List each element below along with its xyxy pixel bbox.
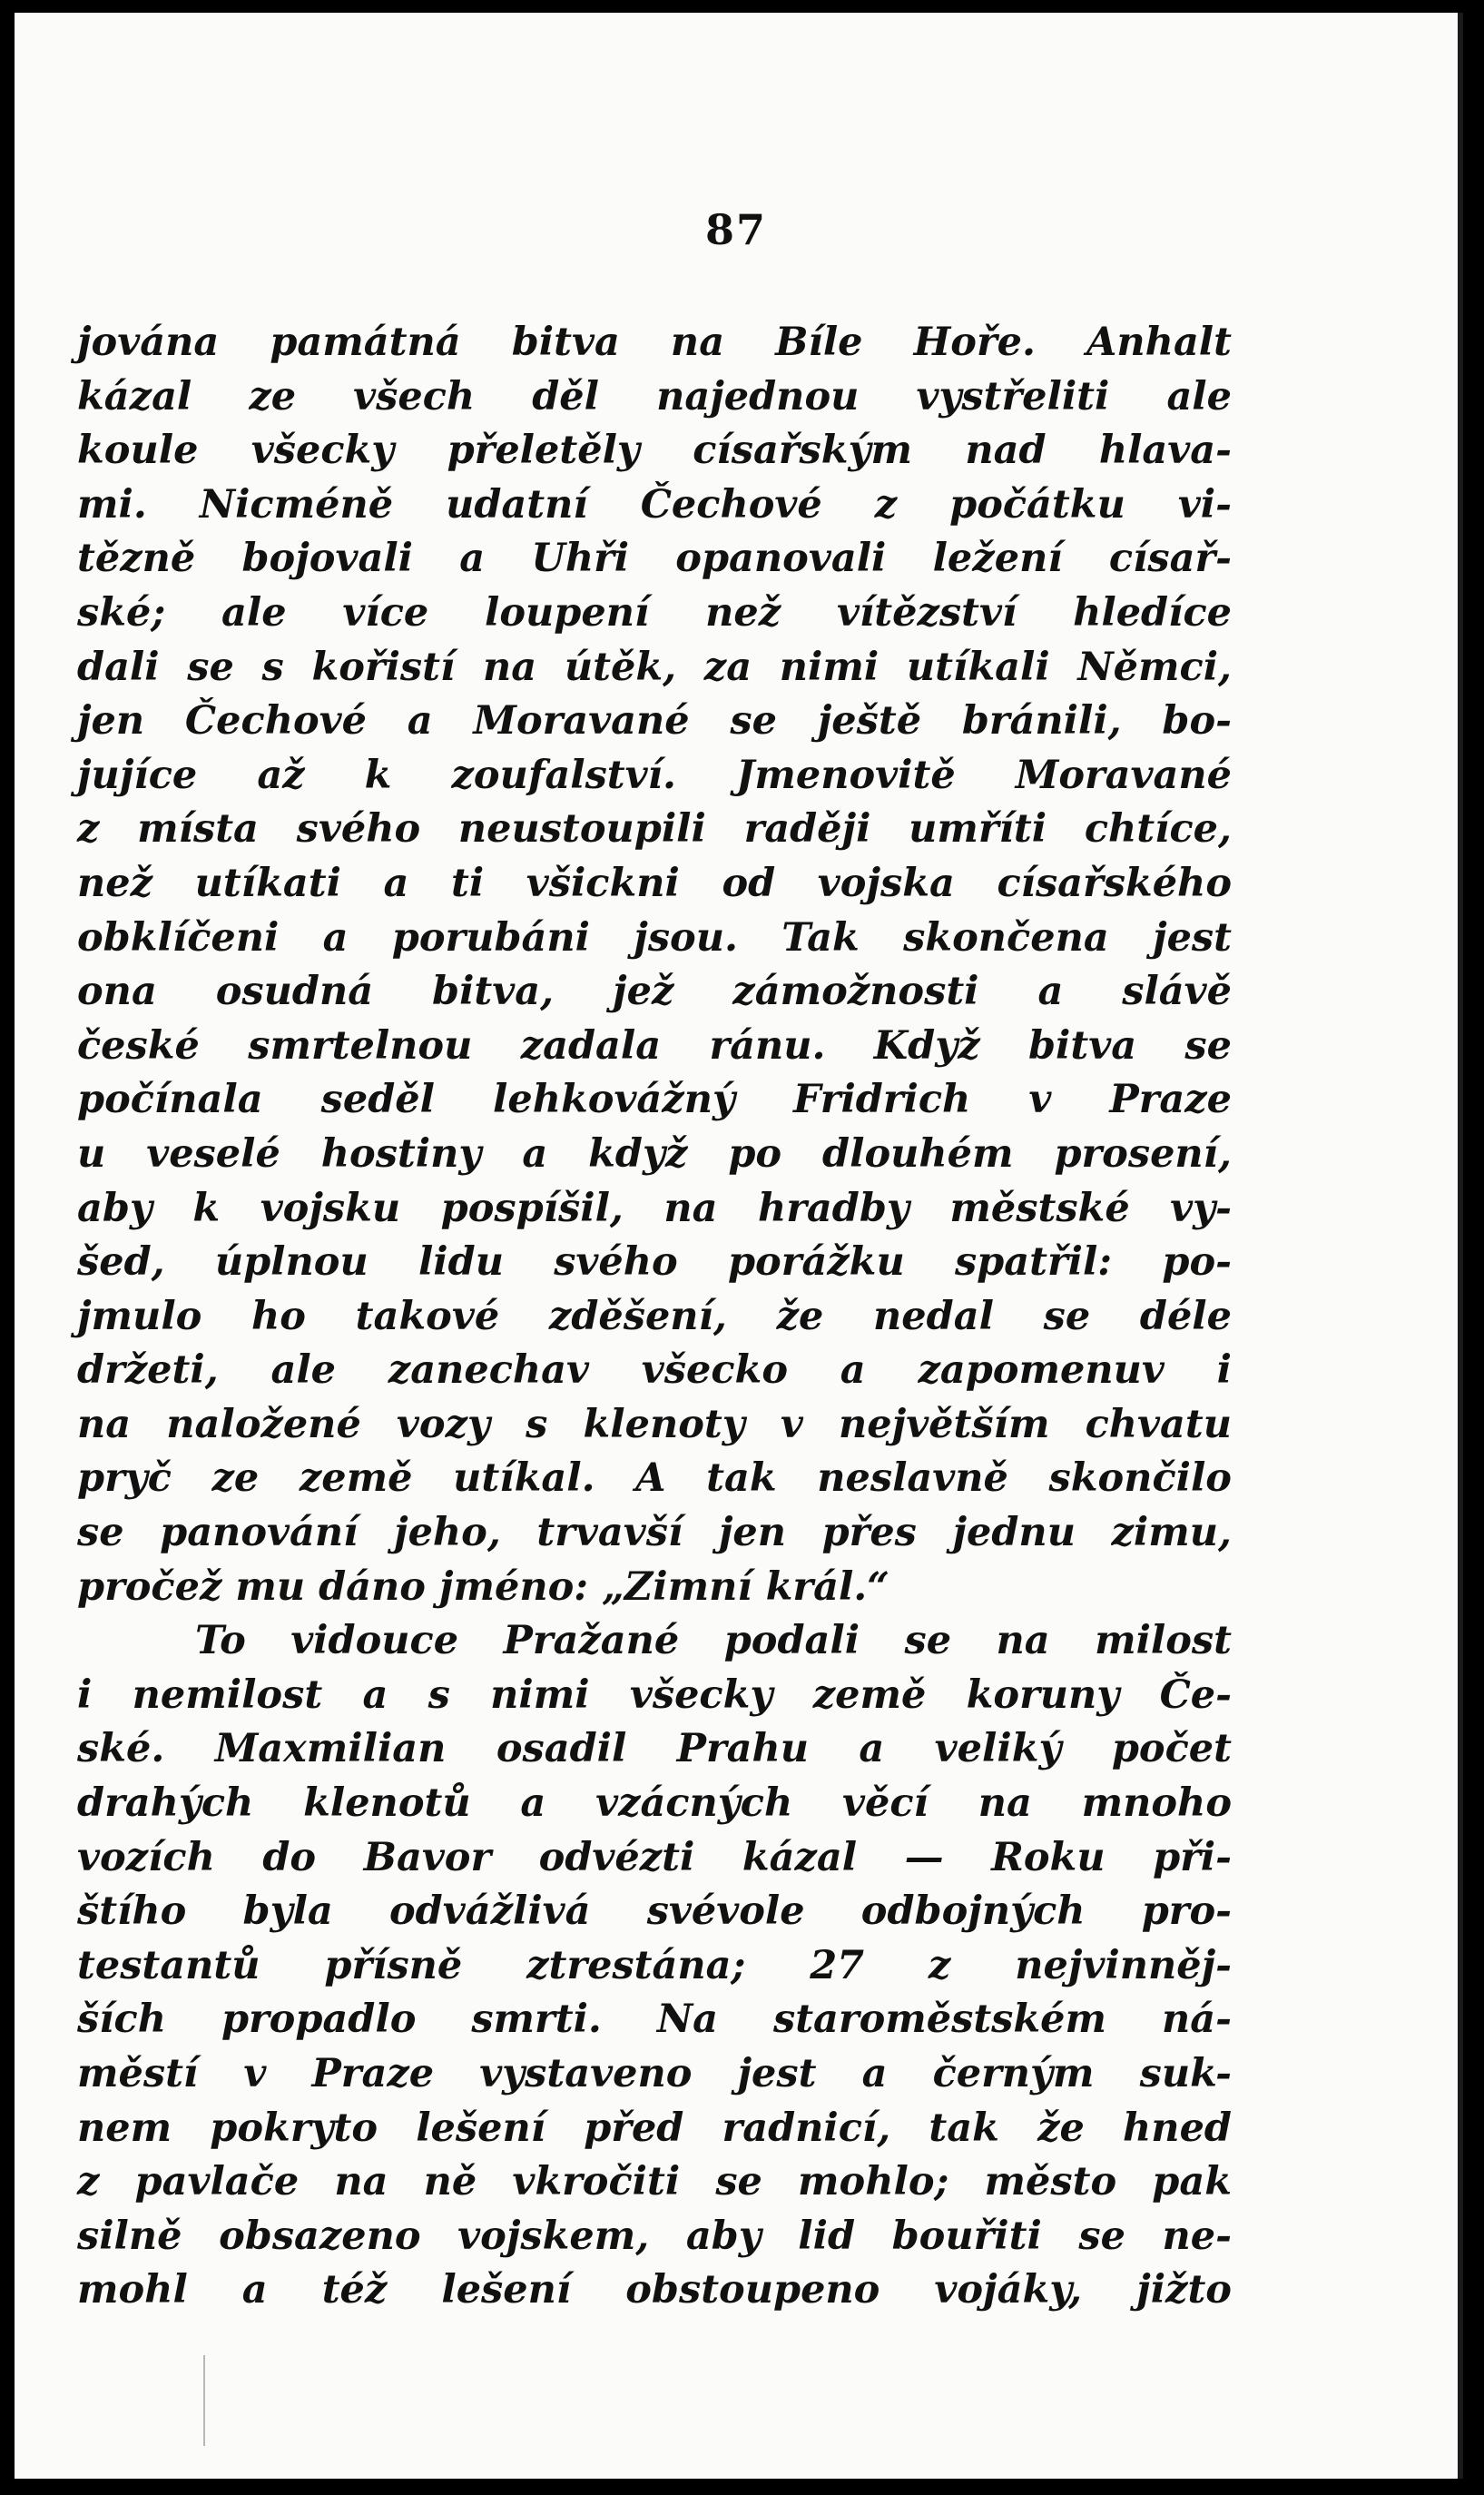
text-line: než utíkati a ti všickni od vojska císařského bbox=[77, 860, 1232, 906]
paper-scratch-mark bbox=[203, 2355, 205, 2446]
text-line: testantů přísně ztrestána; 27 z nejvinněj- bbox=[77, 1942, 1232, 1988]
page-number: 87 bbox=[704, 205, 767, 254]
text-line: se panování jeho, trvavší jen přes jednu zimu, bbox=[77, 1510, 1232, 1556]
text-line: kázal ze všech děl najednou vystřeliti ale bbox=[77, 373, 1232, 419]
text-line: z místa svého neustoupili raději umříti chtíce, bbox=[77, 806, 1232, 853]
text-line: dali se s kořistí na útěk, za nimi utíkali Němci, bbox=[77, 644, 1232, 690]
text-line: počínala seděl lehkovážný Fridrich v Praze bbox=[77, 1077, 1232, 1123]
text-line: obklíčeni a porubáni jsou. Tak skončena jest bbox=[77, 914, 1232, 961]
text-line: aby k vojsku pospíšil, na hradby městské vy- bbox=[77, 1185, 1232, 1231]
text-line: To vidouce Pražané podali se na milost bbox=[195, 1618, 1232, 1664]
text-line: jujíce až k zoufalství. Jmenovitě Moravané bbox=[77, 752, 1232, 798]
text-line: z pavlače na ně vkročiti se mohlo; město pak bbox=[77, 2159, 1232, 2205]
text-line: ších propadlo smrti. Na staroměstském ná- bbox=[77, 1997, 1232, 2043]
text-line: jována památná bitva na Bíle Hoře. Anhalt bbox=[77, 320, 1232, 365]
text-line: na naložené vozy s klenoty v největším chvatu bbox=[77, 1401, 1232, 1447]
text-line: pročež mu dáno jméno: „Zimní král.“ bbox=[77, 1563, 889, 1610]
text-line: ona osudná bitva, jež zámožnosti a slávě bbox=[77, 969, 1232, 1015]
book-page bbox=[15, 13, 1463, 2479]
text-line: jen Čechové a Moravané se ještě bránili, bo- bbox=[77, 698, 1232, 745]
body-text bbox=[77, 316, 1232, 2318]
text-line: u veselé hostiny a když po dlouhém prosení, bbox=[77, 1130, 1232, 1177]
text-line: vozích do Bavor odvézti kázal — Roku při- bbox=[77, 1834, 1232, 1880]
text-line: i nemilost a s nimi všecky země koruny Če- bbox=[77, 1672, 1232, 1718]
text-line: šed, úplnou lidu svého porážku spatřil: po- bbox=[77, 1239, 1232, 1286]
text-line: štího byla odvážlivá svévole odbojných pro- bbox=[77, 1889, 1232, 1935]
text-line: silně obsazeno vojskem, aby lid bouřiti se ne- bbox=[77, 2213, 1232, 2259]
text-line: koule všecky přeletěly císařským nad hlava- bbox=[77, 428, 1232, 474]
text-line: držeti, ale zanechav všecko a zapomenuv i bbox=[77, 1347, 1232, 1394]
text-line: tězně bojovali a Uhři opanovali ležení císař- bbox=[77, 536, 1232, 582]
text-line: drahých klenotů a vzácných věcí na mnoho bbox=[77, 1780, 1232, 1827]
text-line: české smrtelnou zadala ránu. Když bitva se bbox=[77, 1022, 1232, 1069]
text-line: pryč ze země utíkal. A tak neslavně skončilo bbox=[77, 1455, 1232, 1502]
text-line: mohl a též lešení obstoupeno vojáky, jižto bbox=[77, 2267, 1232, 2313]
text-line: ské; ale více loupení než vítězství hledíce bbox=[77, 589, 1232, 636]
text-line: ské. Maxmilian osadil Prahu a veliký počet bbox=[77, 1726, 1232, 1772]
text-line: mi. Nicméně udatní Čechové z počátku vi- bbox=[77, 481, 1232, 528]
text-line: nem pokryto lešení před radnicí, tak že hned bbox=[77, 2105, 1232, 2151]
text-line: jmulo ho takové zděšení, že nedal se déle bbox=[77, 1293, 1232, 1339]
text-line: městí v Praze vystaveno jest a černým suk- bbox=[77, 2051, 1232, 2096]
